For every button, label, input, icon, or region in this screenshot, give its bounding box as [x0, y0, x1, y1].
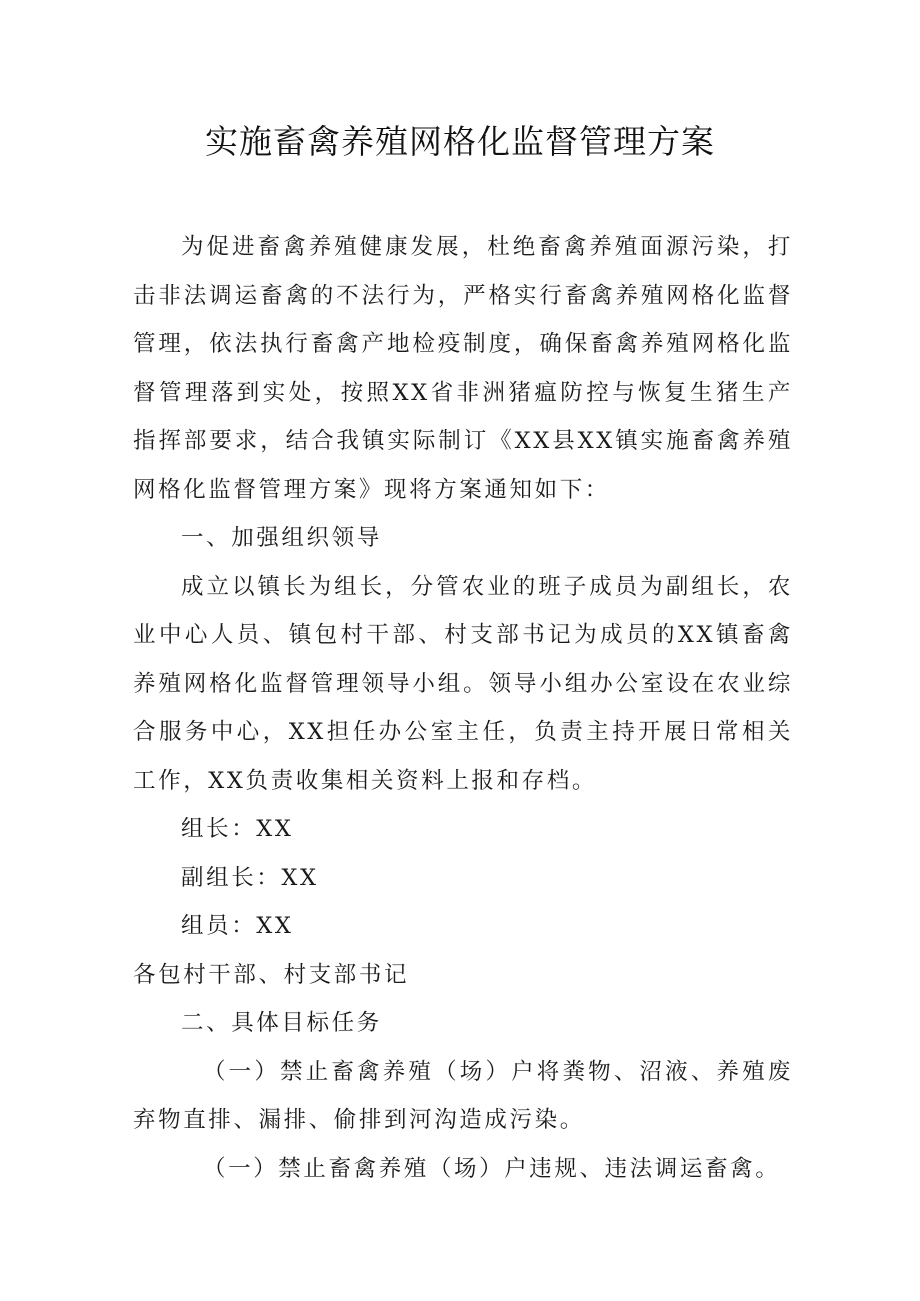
members-line: 组员：XX: [181, 913, 294, 939]
members-detail-line: 各包村干部、村支部书记: [133, 961, 410, 988]
intro-paragraph: 为促进畜禽养殖健康发展，杜绝畜禽养殖面源污染，打击非法调运畜禽的不法行为，严格实行畜禽养殖网格化监督管理，依法执行畜禽产地检疫制度，确保畜禽养殖网格化监督管理落到实处，按照XX省非洲猪瘟防控与恢复生猪生产指挥部要求，结合我镇实际制订《XX县XX镇实施畜禽养殖网格化监督管理方案》现将方案通知如下：: [133, 234, 793, 503]
section-heading-1: 一、加强组织领导: [181, 525, 382, 551]
task-item-2: （一）禁止畜禽养殖（场）户违规、违法调运畜禽。: [203, 1155, 781, 1182]
task-item-1: （一）禁止畜禽养殖（场）户将粪物、沼液、养殖废弃物直排、漏排、偷排到河沟造成污染。: [133, 1058, 793, 1133]
document-title: 实施畜禽养殖网格化监督管理方案: [205, 122, 715, 161]
deputy-leader-line: 副组长：XX: [181, 864, 319, 891]
organization-paragraph: 成立以镇长为组长，分管农业的班子成员为副组长，农业中心人员、镇包村干部、村支部书记为成员的XX镇畜禽养殖网格化监督管理领导小组。领导小组办公室设在农业综合服务中心，XX担任办公室主任，负责主持开展日常相关工作，XX负责收集相关资料上报和存档。: [133, 573, 793, 794]
section-heading-2: 二、具体目标任务: [181, 1010, 382, 1036]
group-leader-line: 组长：XX: [181, 816, 294, 842]
document-body: [133, 223, 793, 1193]
